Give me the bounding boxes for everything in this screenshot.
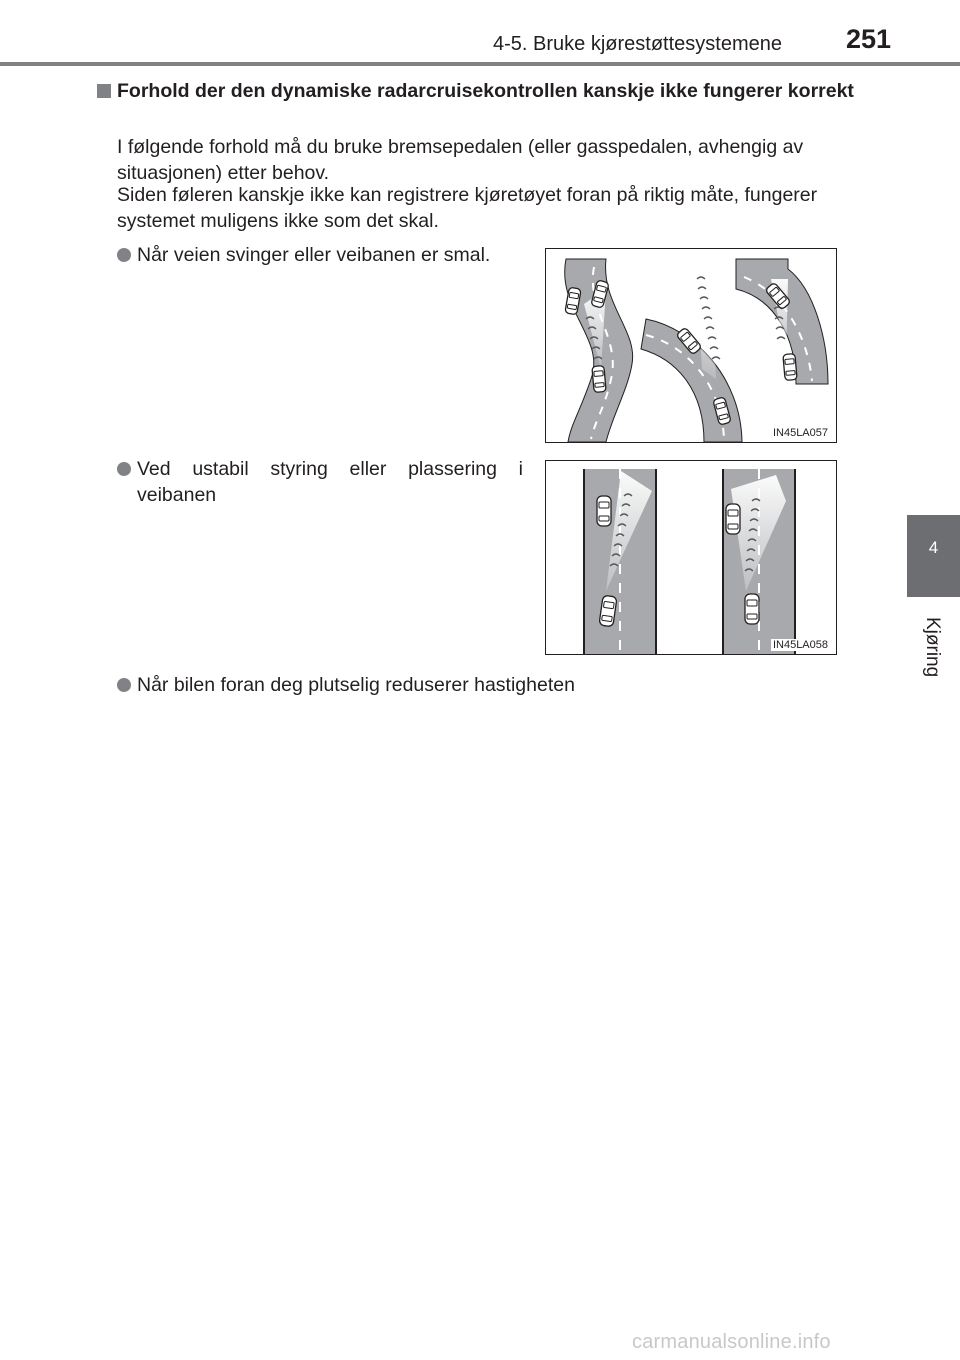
list-item [117, 242, 523, 268]
list-item [117, 456, 523, 508]
list-item [117, 672, 863, 698]
bullet-dot-icon [117, 248, 131, 262]
figure-code: IN45LA057 [772, 427, 828, 439]
list-item-text: Ved ustabil styring eller plassering i veibanen [137, 458, 523, 506]
figure-curved-road [545, 248, 837, 443]
chapter-tab [907, 515, 960, 597]
section-heading-text: Forhold der den dynamiske radarcruisekontrollen kanskje ikke fungerer korrekt [117, 80, 854, 102]
square-bullet-icon [97, 84, 111, 98]
curved-road-illustration [546, 249, 836, 442]
figure-unstable-steering [545, 460, 837, 655]
list-item-text: Når veien svinger eller veibanen er smal. [137, 244, 491, 266]
intro-paragraph: I følgende forhold må du bruke bremsepedalen (eller gasspedalen, avhengig av situasjonen) etter behov. [117, 136, 804, 184]
section-heading [97, 78, 863, 104]
page-number: 251 [846, 24, 892, 54]
bullet-dot-icon [117, 678, 131, 692]
sensor-paragraph: Siden føleren kanskje ikke kan registrere kjøretøyet foran på riktig måte, fungerer systemet muligens ikke som det skal. [117, 184, 818, 232]
header-section-title: 4-5. Bruke kjørestøttesystemene [493, 33, 782, 55]
chapter-title: Kjøring [922, 617, 943, 678]
watermark: carmanualsonline.info [632, 1331, 831, 1353]
straight-roads-illustration [546, 461, 836, 654]
chapter-number: 4 [928, 538, 939, 557]
header-rule [0, 62, 960, 66]
bullet-dot-icon [117, 462, 131, 476]
figure-code: IN45LA058 [772, 639, 828, 651]
list-item-text: Når bilen foran deg plutselig reduserer hastigheten [137, 674, 575, 696]
